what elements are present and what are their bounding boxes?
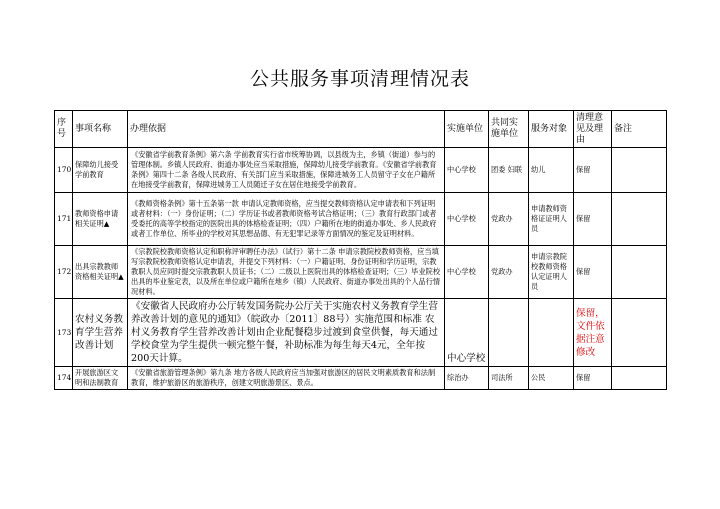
- row-basis: 《安徽省人民政府办公厅转发国务院办公厅关于实施农村义务教育学生营养改善计划的意见的通知》（皖政办〔2011〕88号）实施范围和标准 农村义务教育学生营养改善计划由企业配餐稳步过渡到食堂供餐，每天通过学校食堂为学生提供一顿完整午餐，补助标准为每生每天4元，全年按200天计算。: [128, 299, 445, 367]
- row-note: [612, 246, 667, 299]
- header-seq: 序号: [55, 111, 73, 148]
- row-seq: 173: [55, 299, 73, 367]
- row-co-unit: 司法所: [489, 367, 529, 390]
- header-name: 事项名称: [73, 111, 128, 148]
- table-row: [55, 246, 667, 299]
- row-note: [612, 299, 667, 367]
- header-target: 服务对象: [529, 111, 574, 148]
- table-row: [55, 299, 667, 367]
- row-basis: 《教师资格条例》第十五条第一款 申请认定教师资格，应当提交教师资格认定申请表和下列证明或者材料：（一）身份证明；（二）学历证书或者教师资格考试合格证明；（三）教育行政部门或者受委托的高等学校指定的医院出具的体格检查证明；（四）户籍所在地的街道办事处、乡人民政府或者工作单位、所毕业的学校对其思想品德、有无犯罪记录等方面情况的鉴定及证明材料。: [128, 193, 445, 246]
- row-co-unit: 团委 妇联: [489, 148, 529, 193]
- row-note: [612, 193, 667, 246]
- row-co-unit: 党政办: [489, 246, 529, 299]
- row-name: 保障幼儿接受学前教育: [73, 148, 128, 193]
- row-unit: 中心学校: [445, 193, 489, 246]
- row-unit: 综治办: [445, 367, 489, 390]
- table-header-row: [55, 111, 667, 148]
- header-basis: 办理依据: [128, 111, 445, 148]
- table-row: [55, 148, 667, 193]
- row-target: 幼儿: [529, 148, 574, 193]
- row-note: [612, 367, 667, 390]
- row-name: 农村义务教育学生营养改善计划: [73, 299, 128, 367]
- table-row: [55, 367, 667, 390]
- row-co-unit: [489, 299, 529, 367]
- page-title: 公共服务事项清理情况表: [249, 68, 470, 90]
- row-opinion: 保留: [574, 367, 612, 390]
- row-opinion: 保留: [574, 193, 612, 246]
- service-items-table: [54, 110, 667, 390]
- row-unit: 中心学校: [445, 148, 489, 193]
- header-co-unit: 共同实施单位: [489, 111, 529, 148]
- row-seq: 170: [55, 148, 73, 193]
- row-co-unit: 党政办: [489, 193, 529, 246]
- row-target: [529, 299, 574, 367]
- row-name: 出具宗教教师资格相关证明▲: [73, 246, 128, 299]
- header-unit: 实施单位: [445, 111, 489, 148]
- row-opinion: 保留，文件依据注意修改: [574, 299, 612, 367]
- table-row: [55, 193, 667, 246]
- row-note: [612, 148, 667, 193]
- row-unit: 中心学校: [445, 246, 489, 299]
- row-seq: 174: [55, 367, 73, 390]
- row-target: 申请宗教院校教师资格认定证明人员: [529, 246, 574, 299]
- row-opinion: 保留: [574, 246, 612, 299]
- row-name: 教师资格申请相关证明▲: [73, 193, 128, 246]
- row-unit: 中心学校: [445, 299, 489, 367]
- row-basis: 《安徽省旅游管理条例》第九条 地方各级人民政府应当加强对旅游区的居民文明素质教育和法制教育，维护旅游区的旅游秩序，创建文明旅游景区、景点。: [128, 367, 445, 390]
- row-seq: 172: [55, 246, 73, 299]
- row-basis: 《宗教院校教师资格认定和职称评审聘任办法》（试行）第十二条 申请宗教院校教师资格，应当填写宗教院校教师资格认定申请表，并提交下列材料：（一）户籍证明、身份证明和学历证明，宗教教职人员应同时提交宗教教职人员证书；（二）二级以上医院出具的体格检查证明；（三）毕业院校出具的毕业鉴定表，以及所在单位或户籍所在地乡（镇）人民政府、街道办事处出具的个人品行情况材料。: [128, 246, 445, 299]
- header-opinion: 清理意见及理由: [574, 111, 612, 148]
- row-basis: 《安徽省学前教育条例》第六条 学前教育实行省市统筹协调，以县级为主，乡镇（街道）参与的管理体制。乡镇人民政府、街道办事处应当采取措施，保障幼儿接受学前教育。《安徽省学前教育条例》第四十二条 各级人民政府、有关部门应当采取措施，保障进城务工人员留守子女在户籍所在地接受学前教育，保障进城务工人员随迁子女在居住地接受学前教育。: [128, 148, 445, 193]
- row-opinion: 保留: [574, 148, 612, 193]
- header-note: 备注: [612, 111, 667, 148]
- row-target: 公民: [529, 367, 574, 390]
- row-name: 开展旅游区文明和法制教育: [73, 367, 128, 390]
- row-seq: 171: [55, 193, 73, 246]
- row-target: 申请教师资格证证明人员: [529, 193, 574, 246]
